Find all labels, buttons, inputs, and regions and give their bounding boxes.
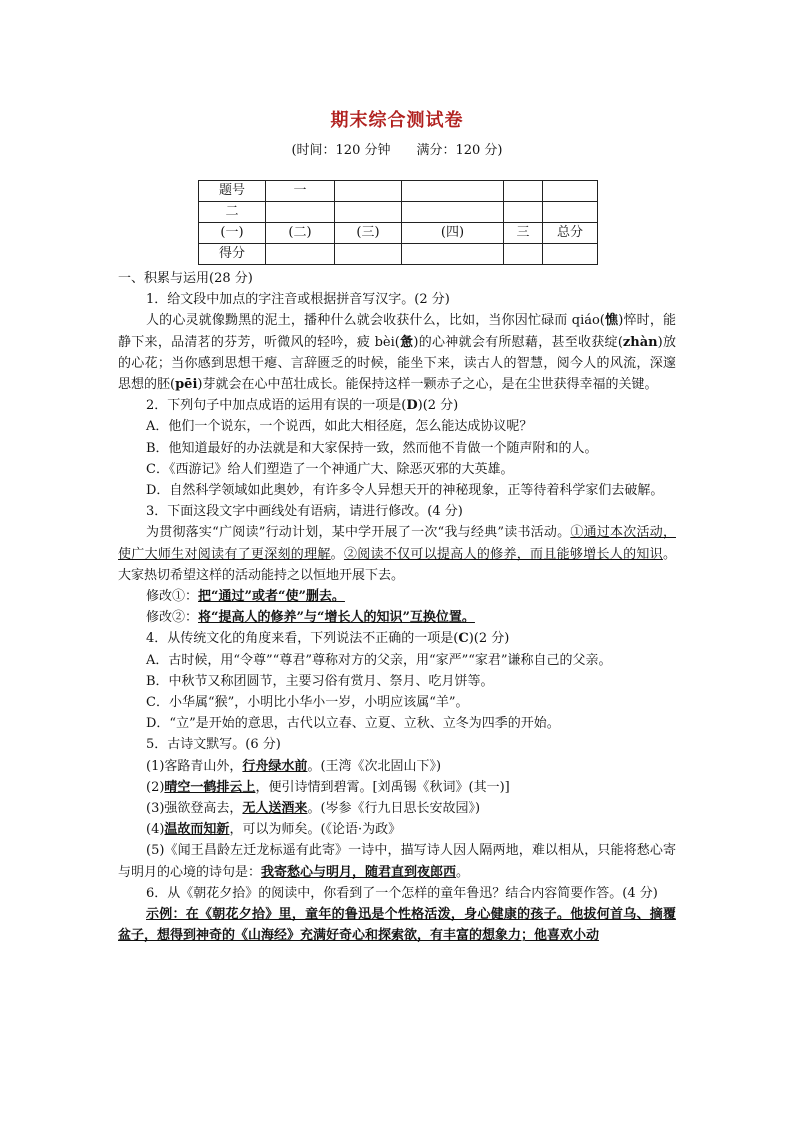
answer-text: 惫 xyxy=(399,334,414,350)
fix-2 xyxy=(118,607,676,628)
table-cell xyxy=(266,244,335,265)
fix-1 xyxy=(118,586,676,607)
underlined-sentence: ②阅读不仅可以提高人的修养，而且能够增长人的知识 xyxy=(343,546,663,562)
table-cell: (二) xyxy=(266,223,335,244)
answer-text: 晴空一鹤排云上 xyxy=(164,779,256,795)
passage-text: 。 xyxy=(330,546,344,562)
table-cell: (一) xyxy=(199,223,266,244)
poem-text: (2) xyxy=(146,779,165,795)
option-d: D．自然科学领域如此奥妙，有许多令人异想天开的神秘现象，正等待着科学家们去破解。 xyxy=(146,483,664,499)
answer-text: zhàn xyxy=(622,334,658,350)
section-heading: 一、积累与运用(28 分) xyxy=(118,271,253,286)
answer-text: 将“提高人的修养”与“增长人的知识”互换位置。 xyxy=(198,610,475,626)
underlined-sentence: ①通过本次活动，使广大师生对阅读有了更深刻的理解 xyxy=(118,525,676,562)
answer-text: 温故而知新 xyxy=(164,822,230,838)
question-3-stem: 3．下面这段文字中画线处有语病，请进行修改。(4 分) xyxy=(146,504,463,520)
answer-text: 行舟绿水前 xyxy=(242,758,308,774)
poem-line-1 xyxy=(118,756,676,777)
question-6-stem: 6．从《朝花夕拾》的阅读中，你看到了一个怎样的童年鲁迅？结合内容简要作答。(4 分) xyxy=(146,885,658,901)
table-cell xyxy=(543,181,598,202)
option-d: D．“立”是开始的意思，古代以立春、立夏、立秋、立冬为四季的开始。 xyxy=(146,716,560,732)
answer-text: 无人送酒来 xyxy=(242,801,308,817)
fix-label: 修改①： xyxy=(146,589,199,605)
option-a: A．他们一个说东，一个说西，如此大相径庭，怎么能达成协议呢？ xyxy=(146,419,533,435)
option-a: A．古时候，用“令尊”“尊君”尊称对方的父亲，用“家严”“家君”谦称自己的父亲。 xyxy=(146,652,612,668)
poem-text: 。(岑参《行九日思长安故园》) xyxy=(307,801,481,817)
poem-line-2 xyxy=(118,777,676,798)
table-cell xyxy=(335,244,402,265)
table-cell: (四) xyxy=(402,223,504,244)
table-cell: 二 xyxy=(199,202,266,223)
exam-body xyxy=(118,268,676,947)
passage-text: )芽就会在心中茁壮成长。能保持这样一颗赤子之心，是在尘世获得幸福的关键。 xyxy=(197,377,658,393)
poem-line-4 xyxy=(118,819,676,840)
question-1-passage xyxy=(118,310,676,395)
question-3-passage xyxy=(118,522,676,586)
stem-text: )(2 分) xyxy=(417,398,459,414)
poem-text: ，可以为师矣。(《论语·为政》 xyxy=(229,822,402,838)
table-cell xyxy=(335,181,402,202)
table-cell: 总分 xyxy=(543,223,598,244)
question-1-stem: 1．给文段中加点的字注音或根据拼音写汉字。(2 分) xyxy=(146,292,450,308)
option-b: B．他知道最好的办法就是和大家保持一致，然而他不肯做一个随声附和的人。 xyxy=(146,440,598,456)
poem-line-3 xyxy=(118,798,676,819)
poem-text: (3)强欲登高去， xyxy=(146,801,243,817)
answer-text: 把“通过”或者“使”删去。 xyxy=(198,589,345,605)
exam-title: 期末综合测试卷 xyxy=(330,110,464,131)
question-4-stem xyxy=(118,628,676,649)
table-cell: 一 xyxy=(266,181,335,202)
table-cell xyxy=(504,244,543,265)
answer-text: D xyxy=(406,398,418,414)
table-cell: (三) xyxy=(335,223,402,244)
poem-text: (5)《闻王昌龄左迁龙标遥有此寄》一诗中，描写诗人因人隔两地，难以相从，只能将愁心寄与明月的心境的诗句是： xyxy=(118,843,676,880)
table-cell xyxy=(402,244,504,265)
answer-text: pēi xyxy=(175,377,198,393)
stem-text: 2．下列句子中加点成语的运用有误的一项是( xyxy=(146,398,407,414)
passage-text: 人的心灵就像黝黑的泥土，播种什么就会收获什么，比如，当你因忙碌而 qiáo( xyxy=(146,313,605,329)
question-6-answer: 示例：在《朝花夕拾》里，童年的鲁迅是个性格活泼，身心健康的孩子。他拔何首乌、摘覆盆子，想得到神奇的《山海经》充满好奇心和探索欲，有丰富的想象力；他喜欢小动 xyxy=(118,907,676,944)
fix-label: 修改②： xyxy=(146,610,199,626)
table-cell xyxy=(504,202,543,223)
passage-text: 。大家热切希望这样的活动能持之以恒地开展下去。 xyxy=(118,546,676,583)
table-cell: 三 xyxy=(504,223,543,244)
poem-text: 。 xyxy=(456,864,470,880)
question-5-stem: 5．古诗文默写。(6 分) xyxy=(146,737,281,753)
passage-text: )放的心花；当你感到思想干瘪、言辞匮乏的时候，能坐下来，读古人的智慧，阅今人的风流，深邃思想的胚( xyxy=(118,334,676,393)
poem-text: (1)客路青山外， xyxy=(146,758,243,774)
answer-text: C xyxy=(458,631,469,647)
poem-text: 。(王湾《次北固山下》) xyxy=(307,758,442,774)
table-cell xyxy=(402,181,504,202)
stem-text: 4．从传统文化的角度来看，下列说法不正确的一项是( xyxy=(146,631,459,647)
poem-text: (4) xyxy=(146,822,165,838)
option-b: B．中秋节又称团圆节，主要习俗有赏月、祭月、吃月饼等。 xyxy=(146,673,494,689)
question-2-stem xyxy=(118,395,676,416)
table-row xyxy=(199,181,598,202)
table-cell xyxy=(504,181,543,202)
stem-text: )(2 分) xyxy=(468,631,510,647)
table-cell xyxy=(543,244,598,265)
score-table xyxy=(198,180,598,265)
answer-text: 我寄愁心与明月，随君直到夜郎西 xyxy=(261,864,457,880)
table-row xyxy=(199,244,598,265)
table-cell: 题号 xyxy=(199,181,266,202)
option-c: C．《西游记》给人们塑造了一个神通广大、除恶灭邪的大英雄。 xyxy=(146,461,514,477)
answer-text: 憔 xyxy=(604,313,619,329)
table-cell xyxy=(543,202,598,223)
table-row xyxy=(199,202,598,223)
option-c: C．小华属“猴”，小明比小华小一岁，小明应该属“羊”。 xyxy=(146,695,469,711)
poem-line-5 xyxy=(118,840,676,882)
table-cell: 得分 xyxy=(199,244,266,265)
passage-text: 为贯彻落实“广阅读”行动计划，某中学开展了一次“我与经典”读书活动。 xyxy=(146,525,571,541)
poem-text: ，便引诗情到碧霄。[刘禹锡《秋词》(其一)] xyxy=(255,779,510,795)
table-row xyxy=(199,223,598,244)
passage-text: )的心神就会有所慰藉，甚至收获绽( xyxy=(413,334,623,350)
table-cell xyxy=(335,202,402,223)
table-cell xyxy=(402,202,504,223)
table-cell xyxy=(266,202,335,223)
exam-subtitle: (时间：120 分钟 满分：120 分) xyxy=(291,143,503,158)
passage-text: )悴时，能静下来，品清茗的芬芳，听微风的轻吟，疲 bèi( xyxy=(118,313,676,350)
